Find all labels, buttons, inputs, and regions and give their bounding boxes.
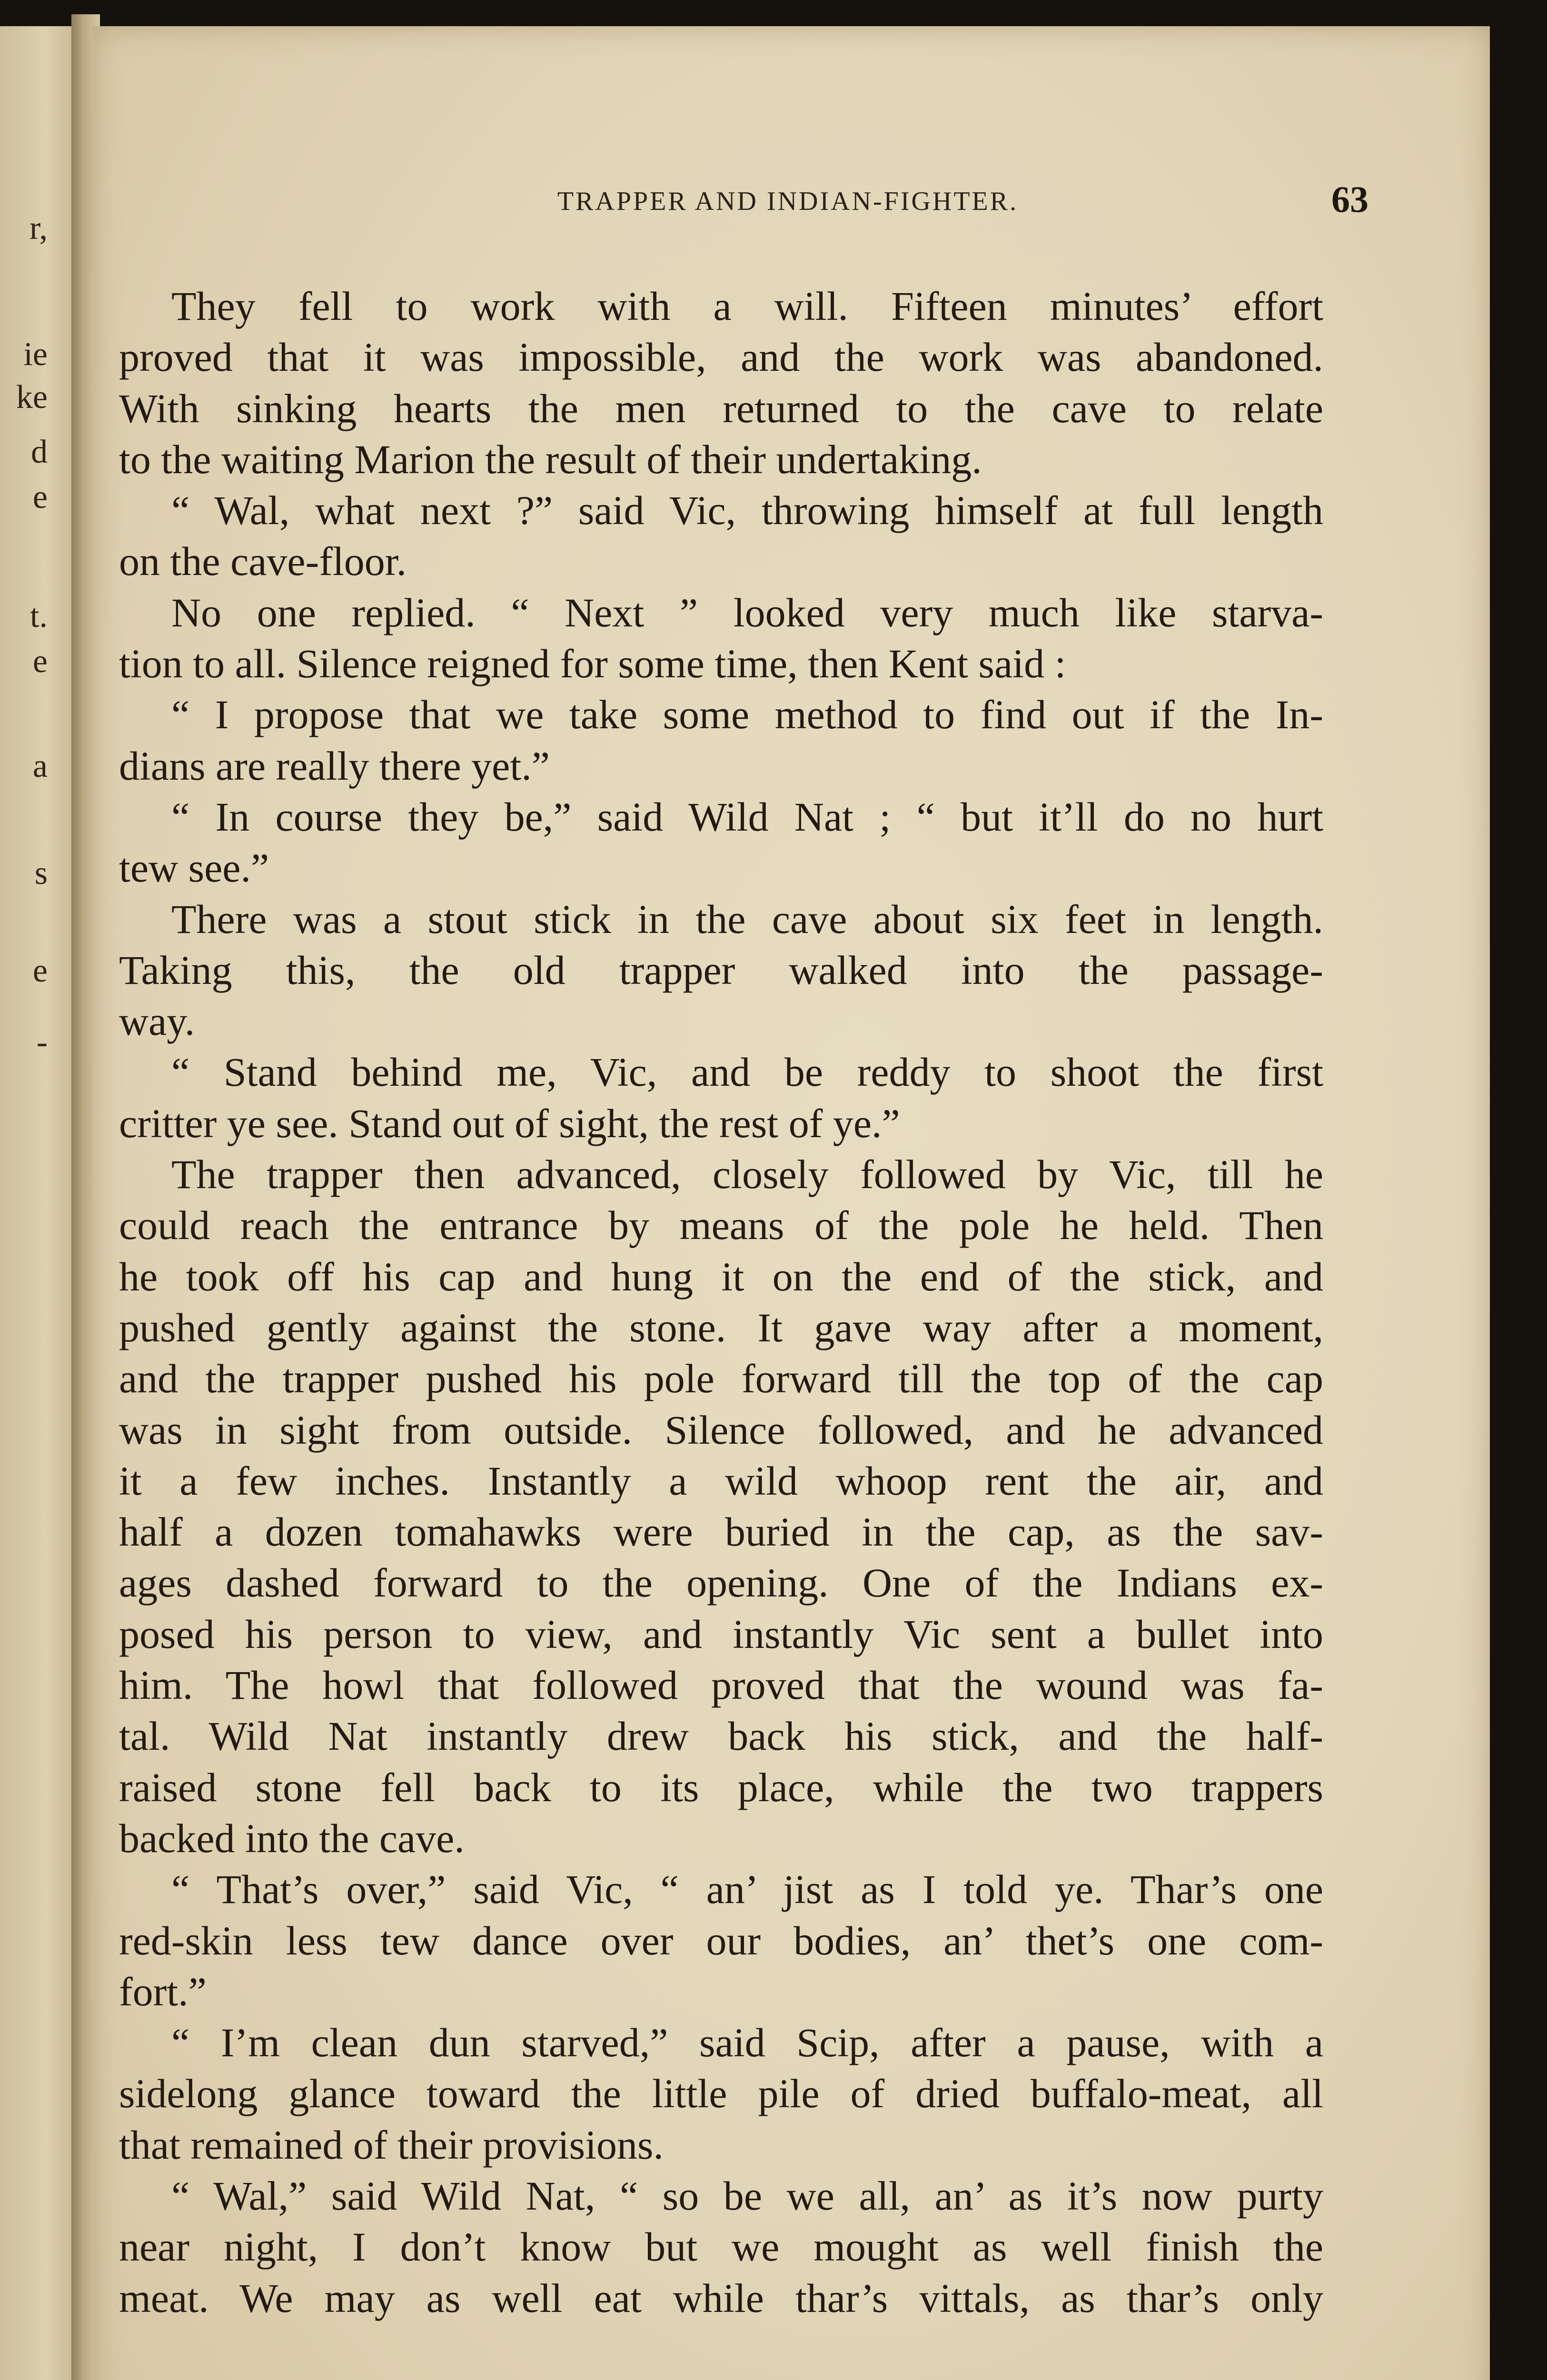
text-line: With sinking hearts the men returned to the cave to relate [119,385,1323,431]
text-line: tion to all. Silence reigned for some time, then Kent said : [119,641,1066,687]
text-line: near night, I don’t know but we mought as well finish the [119,2224,1323,2270]
page-number: 63 [1331,178,1368,220]
text-line: “ I propose that we take some method to find out if the In- [171,692,1323,738]
left-page-fragment: s [34,855,48,892]
text-line: “ That’s over,” said Vic, “ an’ jist as I told ye. Thar’s one [171,1866,1323,1913]
left-page-fragment: t. [30,598,48,635]
left-page-fragment: e [32,952,48,989]
text-line: red-skin less tew dance over our bodies, an’ thet’s one com- [119,1917,1323,1964]
text-line: fort.” [119,1968,207,2014]
text-line: proved that it was impossible, and the work was abandoned. [119,334,1323,380]
text-line: was in sight from outside. Silence followed, and he advanced [119,1407,1323,1453]
text-line: posed his person to view, and instantly Vic sent a bullet into [119,1611,1323,1657]
text-line: pushed gently against the stone. It gave way after a moment, [119,1304,1323,1350]
running-head: TRAPPER AND INDIAN-FIGHTER. [557,187,1019,216]
book-page [93,26,1490,2380]
text-line: way. [119,998,195,1044]
body-text [119,281,1323,2324]
text-line: critter ye see. Stand out of sight, the rest of ye.” [119,1100,900,1146]
text-line: “ Stand behind me, Vic, and be reddy to shoot the first [171,1049,1323,1095]
left-page-fragment: e [32,479,48,516]
text-line: him. The howl that followed proved that the wound was fa- [119,1662,1323,1708]
text-line: to the waiting Marion the result of their undertaking. [119,436,982,482]
text-line: No one replied. “ Next ” looked very much like starva- [171,589,1323,635]
text-line: he took off his cap and hung it on the end of the stick, and [119,1253,1323,1299]
left-page-fragment: e [32,643,48,680]
left-page-fragment: d [31,434,48,470]
text-line: “ I’m clean dun starved,” said Scip, after a pause, with a [171,2020,1323,2066]
text-line: dians are really there yet.” [119,743,550,789]
left-page-edge [0,26,76,2380]
text-line: tal. Wild Nat instantly drew back his stick, and the half- [119,1713,1323,1759]
text-line: Taking this, the old trapper walked into the passage- [119,947,1323,993]
text-line: raised stone fell back to its place, while the two trappers [119,1764,1323,1810]
text-line: backed into the cave. [119,1815,465,1861]
text-line: it a few inches. Instantly a wild whoop rent the air, and [119,1458,1323,1504]
text-line: “ In course they be,” said Wild Nat ; “ but it’ll do no hurt [171,793,1323,840]
text-line: and the trapper pushed his pole forward till the top of the cap [119,1356,1323,1402]
left-page-fragment: a [32,748,48,784]
text-line: that remained of their provisions. [119,2122,664,2168]
text-line: “ Wal,” said Wild Nat, “ so be we all, an’ as it’s now purty [171,2172,1323,2219]
text-line: They fell to work with a will. Fifteen minutes’ effort [171,283,1323,329]
text-line: meat. We may as well eat while thar’s vittals, as thar’s only [119,2275,1323,2321]
left-page-fragment: r, [29,210,48,247]
text-line: ages dashed forward to the opening. One of the Indians ex- [119,1560,1323,1606]
text-line: half a dozen tomahawks were buried in the cap, as the sav- [119,1509,1323,1555]
text-line: could reach the entrance by means of the pole he held. Then [119,1202,1323,1249]
left-page-fragment: - [36,1024,48,1061]
text-line: sidelong glance toward the little pile of dried buffalo-meat, all [119,2071,1323,2117]
text-line: “ Wal, what next ?” said Vic, throwing himself at full length [171,487,1323,534]
text-line: tew see.” [119,845,269,891]
left-page-fragment: ie [23,336,48,373]
text-line: There was a stout stick in the cave about six feet in length. [171,896,1323,942]
text-line: The trapper then advanced, closely followed by Vic, till he [171,1151,1323,1198]
left-page-fragment: ke [16,379,48,416]
text-line: on the cave-floor. [119,538,407,585]
